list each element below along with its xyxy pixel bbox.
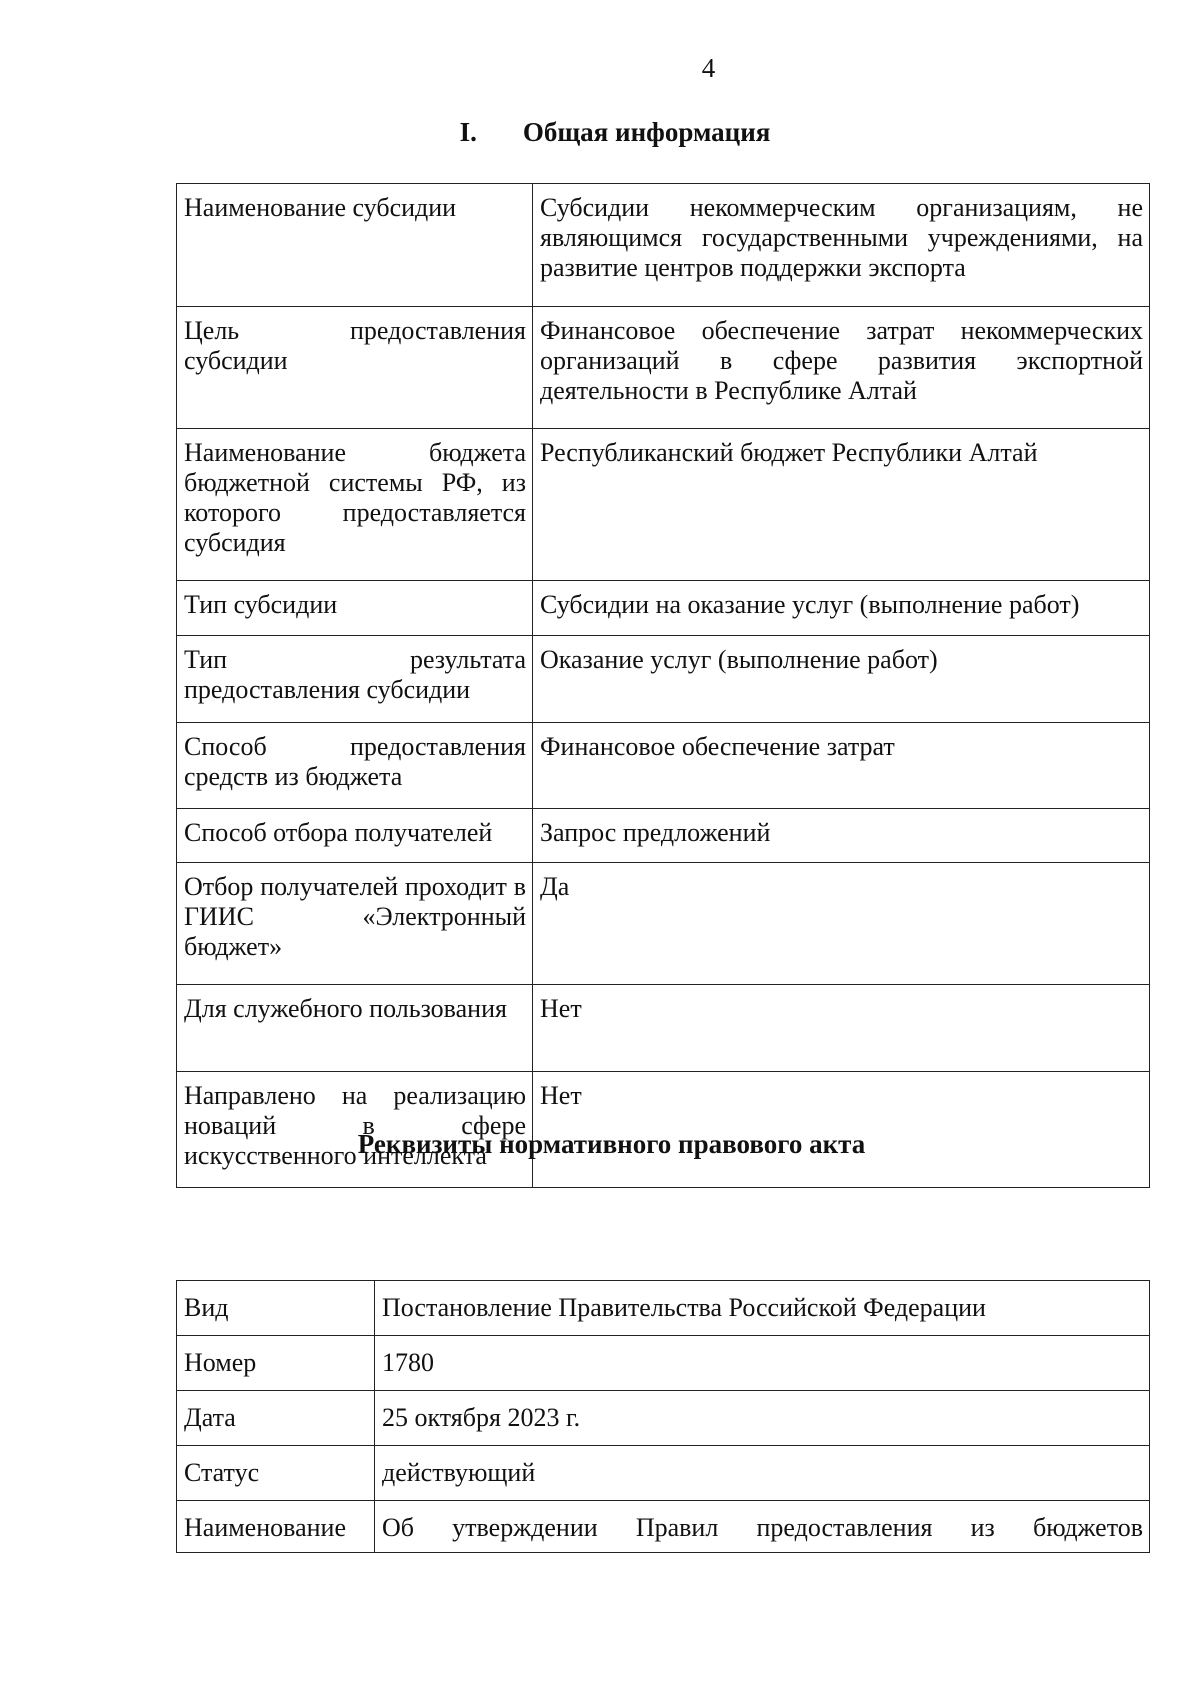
row-label: Способ отбора получателей <box>177 809 533 863</box>
row-label: Тип субсидии <box>177 581 533 636</box>
legal-act-heading: Реквизиты нормативного правового акта <box>357 1129 866 1159</box>
row-label: Цель предоставления субсидии <box>177 307 533 429</box>
row-value: Нет <box>533 985 1150 1072</box>
table-row <box>177 1446 1150 1501</box>
row-label: Наименование бюджета бюджетной системы РФ, из которого предоставляется субсидия <box>177 429 533 581</box>
row-label: Для служебного пользования <box>177 985 533 1072</box>
row-value: Субсидии некоммерческим организациям, не являющимся государственными учреждениями, на развитие центров поддержки экспорта <box>533 184 1150 307</box>
legal-act-table <box>176 1280 1150 1553</box>
section-title: Общая информация <box>522 117 771 147</box>
table-row <box>177 184 1150 307</box>
row-value: действующий <box>375 1446 1150 1501</box>
row-label: Дата <box>177 1391 375 1446</box>
table-row <box>177 1501 1150 1553</box>
row-value: Субсидии на оказание услуг (выполнение работ) <box>533 581 1150 636</box>
row-value: Да <box>533 863 1150 985</box>
row-value: 25 октября 2023 г. <box>375 1391 1150 1446</box>
table-row <box>177 636 1150 723</box>
section-heading <box>0 115 1200 149</box>
row-value: 1780 <box>375 1336 1150 1391</box>
row-value: Постановление Правительства Российской Федерации <box>375 1281 1150 1336</box>
row-value: Республиканский бюджет Республики Алтай <box>533 429 1150 581</box>
row-label: Вид <box>177 1281 375 1336</box>
page-number: 4 <box>701 53 716 83</box>
row-label: Наименование <box>177 1501 375 1553</box>
general-info-table <box>176 183 1150 1188</box>
table-row <box>177 1281 1150 1336</box>
table-row <box>177 581 1150 636</box>
row-label: Направлено на реализацию новаций в сфере искусственного интеллекта <box>177 1072 533 1188</box>
row-value: Оказание услуг (выполнение работ) <box>533 636 1150 723</box>
row-label: Способ предоставления средств из бюджета <box>177 723 533 809</box>
table-row <box>177 809 1150 863</box>
row-label: Статус <box>177 1446 375 1501</box>
row-value: Финансовое обеспечение затрат некоммерческих организаций в сфере развития экспортной деятельности в Республике Алтай <box>533 307 1150 429</box>
row-value: Об утверждении Правил предоставления из бюджетов <box>375 1501 1150 1553</box>
row-value: Запрос предложений <box>533 809 1150 863</box>
table-row <box>177 985 1150 1072</box>
table-row <box>177 307 1150 429</box>
row-value: Финансовое обеспечение затрат <box>533 723 1150 809</box>
row-label: Тип результата предоставления субсидии <box>177 636 533 723</box>
table-row <box>177 1391 1150 1446</box>
table-row <box>177 429 1150 581</box>
row-label: Отбор получателей проходит в ГИИС «Электронный бюджет» <box>177 863 533 985</box>
row-label: Наименование субсидии <box>177 184 533 307</box>
table-row <box>177 723 1150 809</box>
row-label: Номер <box>177 1336 375 1391</box>
table-row <box>177 1336 1150 1391</box>
section-numeral: I. <box>459 117 477 147</box>
table-row <box>177 863 1150 985</box>
row-value: Нет <box>533 1072 1150 1188</box>
